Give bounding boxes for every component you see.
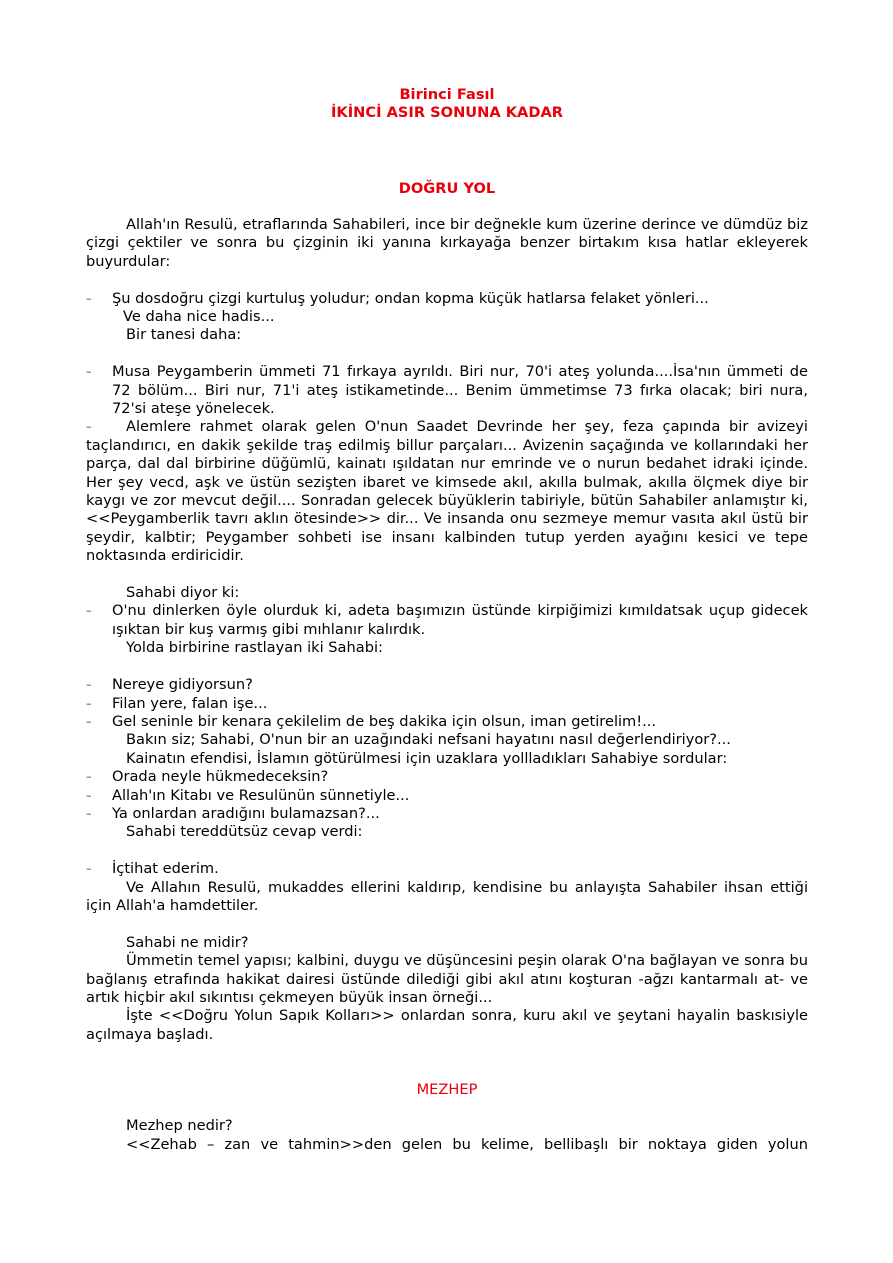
dash-item: [86, 805, 808, 823]
section-title-mezhep: MEZHEP: [416, 1081, 478, 1099]
chapter-title: Birinci Fasıl: [399, 86, 495, 103]
text-line: Sahabi diyor ki:: [126, 584, 240, 602]
dash-item-text: İçtihat ederim.: [112, 860, 219, 878]
dash-item: [86, 676, 808, 694]
paragraph: Ve Allahın Resulü, mukaddes ellerini kaldırıp, kendisine bu anlayışta Sahabiler ihsan ettiği için Allah'a hamdettiler.: [86, 878, 808, 914]
dash-bullet: –: [86, 714, 92, 728]
dash-item-text: Gel seninle bir kenara çekilelim de beş dakika için olsun, iman getirelim!...: [112, 712, 657, 730]
dash-bullet: –: [86, 788, 92, 802]
dash-bullet: –: [86, 365, 92, 379]
chapter-subtitle: İKİNCİ ASIR SONUNA KADAR: [331, 104, 563, 121]
dash-item: [86, 768, 808, 786]
dash-bullet: –: [86, 696, 92, 710]
paragraph: <<Zehab – zan ve tahmin>>den gelen bu kelime, bellibaşlı bir noktaya giden yolun: [126, 1135, 808, 1153]
paragraph: Ümmetin temel yapısı; kalbini, duygu ve düşüncesini peşin olarak O'na bağlayan ve sonra bu bağlanış etrafında hakikat dairesi üstünde dilediği gibi akıl atını koşturan -ağzı kantarmalı at- ve artık hiçbir akıl sıkıntısı çekmeyen büyük insan örneği...: [86, 952, 808, 1006]
text-line: Sahabi tereddütsüz cevap verdi:: [126, 823, 363, 841]
dash-item: [86, 860, 808, 878]
dash-bullet: –: [86, 806, 92, 820]
section-title-dogru-yol: DOĞRU YOL: [398, 180, 496, 197]
dash-item-text: Filan yere, falan işe...: [112, 694, 268, 712]
dash-bullet: –: [86, 604, 92, 618]
dash-item-text: Musa Peygamberin ümmeti 71 fırkaya ayrıldı. Biri nur, 70'i ateş yolunda....İsa'nın ümmeti de 72 bölüm... Biri nur, 71'i ateş istikametinde... Benim ümmetimse 73 fırka olacak; biri nura, 72'si ateşe yönelecek.: [112, 363, 808, 418]
paragraph: Allah'ın Resulü, etraflarında Sahabileri, ince bir değnekle kum üzerine derince ve dümdüz biz çizgi çektiler ve sonra bu çizginin iki yanına kırkayağa benzer birtakım kısa hatlar ekleyerek buyurdular:: [86, 216, 808, 270]
text-line: Bir tanesi daha:: [126, 326, 242, 344]
dash-bullet: –: [86, 678, 92, 692]
text-line: Bakın siz; Sahabi, O'nun bir an uzağındaki nefsani hayatını nasıl değerlendiriyor?...: [126, 731, 731, 749]
dash-item-text: O'nu dinlerken öyle olurduk ki, adeta başımızın üstünde kirpiğimizi kımıldatsak uçup gidecek ışıktan bir kuş varmış gibi mıhlanır kalırdık.: [112, 602, 808, 638]
dash-bullet: –: [86, 291, 92, 305]
text-line: Yolda birbirine rastlayan iki Sahabi:: [126, 639, 383, 657]
dash-item: [86, 713, 808, 731]
dash-item: [86, 787, 808, 805]
dash-bullet: –: [86, 770, 92, 784]
dash-item: [86, 290, 808, 308]
text-line: Mezhep nedir?: [126, 1117, 233, 1135]
dash-item-text: Orada neyle hükmedeceksin?: [112, 768, 329, 786]
dash-item-text: Şu dosdoğru çizgi kurtuluş yoludur; ondan kopma küçük hatlarsa felaket yönleri...: [112, 289, 709, 307]
text-line: Ve daha nice hadis...: [123, 308, 275, 326]
text-line: Kainatın efendisi, İslamın götürülmesi için uzaklara yollladıkları Sahabiye sordular:: [126, 749, 728, 767]
text-line: Sahabi ne midir?: [126, 933, 249, 951]
dash-bullet: –: [86, 420, 92, 434]
dash-item-text: Ya onlardan aradığını bulamazsan?...: [112, 804, 380, 822]
dash-item-text: Allah'ın Kitabı ve Resulünün sünnetiyle...: [112, 786, 410, 804]
paragraph: İşte <<Doğru Yolun Sapık Kolları>> onlardan sonra, kuru akıl ve şeytani hayalin baskısiyle açılmaya başladı.: [86, 1007, 808, 1043]
document-page: [86, 0, 808, 1154]
dash-bullet: –: [86, 862, 92, 876]
dash-item: [86, 602, 808, 639]
paragraph: Alemlere rahmet olarak gelen O'nun Saadet Devrinde her şey, feza çapında bir avizeyi taçlandırıcı, en dakik şekilde traş edilmiş billur parçaları... Avizenin saçağında ve kollarındaki her parça, dal dal birbirine düğümlü, kainatı ışıldatan nur emrinde ve o nurun bedahet idraki içinde. Her şey vecd, aşk ve üstün sezişten ibaret ve kimsede akıl, akılla bulmak, akılla ölçmek diye bir kaygı ve zor mevcut değil.... Sonradan gelecek büyüklerin tabiriyle, bütün Sahabiler anlamıştır ki, <<Peygamberlik tavrı aklın ötesinde>> dir... Ve insanda onu sezmeye memur vasıta akıl üstü bir şeydir, kalbtir; Peygamber sohbeti ise insanı kalbinden tutup yerden ayağını kesici ve tepe noktasında erdiricidir.: [86, 418, 808, 565]
dash-item: [86, 363, 808, 418]
dash-item-text: Nereye gidiyorsun?: [112, 676, 253, 694]
dash-item: [86, 695, 808, 713]
